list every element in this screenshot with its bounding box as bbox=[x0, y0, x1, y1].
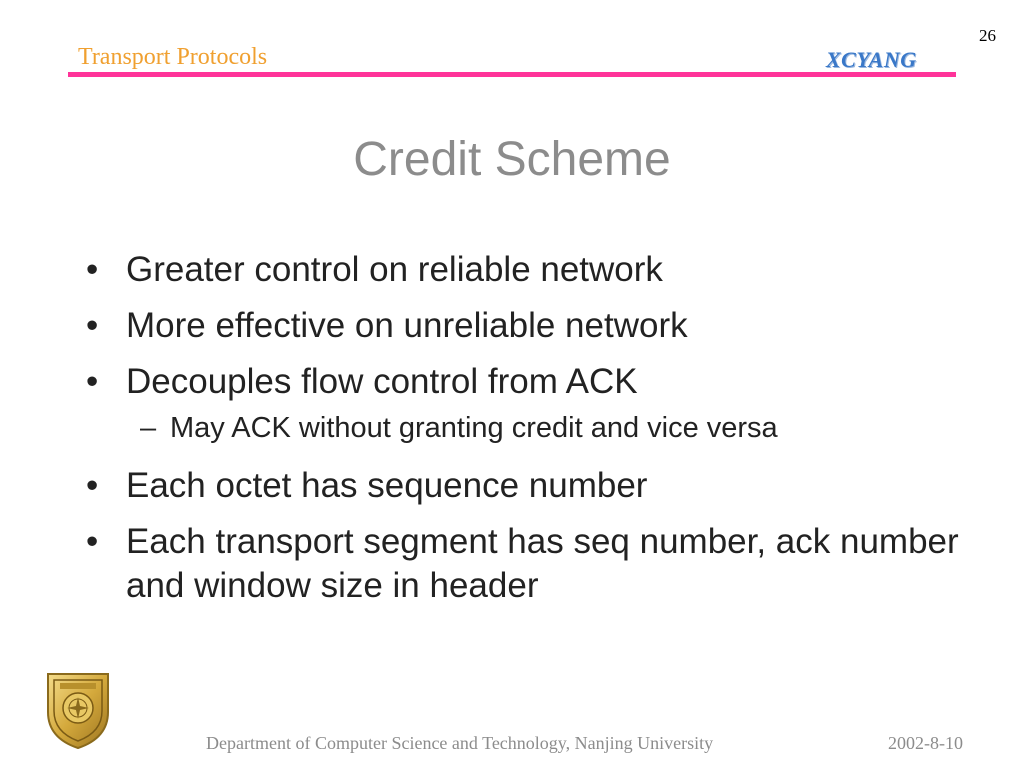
bullet-marker: • bbox=[86, 250, 99, 289]
bullet-item bbox=[84, 360, 964, 404]
bullet-marker: • bbox=[86, 306, 99, 345]
bullet-text: Decouples flow control from ACK bbox=[126, 362, 638, 401]
footer-date: 2002-8-10 bbox=[888, 733, 963, 753]
bullet-marker: • bbox=[86, 522, 99, 561]
bullet-item bbox=[84, 520, 964, 608]
brand-label: XCYANG bbox=[826, 47, 917, 72]
bullet-item bbox=[84, 464, 964, 508]
bullet-text: Each octet has sequence number bbox=[126, 466, 648, 505]
bullet-list bbox=[84, 248, 964, 620]
slide-title: Credit Scheme bbox=[353, 133, 671, 186]
bullet-text: Each transport segment has seq number, ack number and window size in header bbox=[126, 522, 959, 605]
university-seal-icon bbox=[44, 668, 112, 750]
footer-department: Department of Computer Science and Technology, Nanjing University bbox=[206, 733, 714, 753]
bullet-text: More effective on unreliable network bbox=[126, 306, 688, 345]
page-number: 26 bbox=[979, 26, 996, 45]
bullet-text: Greater control on reliable network bbox=[126, 250, 663, 289]
section-title: Transport Protocols bbox=[78, 44, 268, 70]
sub-bullet-marker: – bbox=[140, 412, 157, 444]
bullet-item bbox=[84, 248, 964, 292]
bullet-marker: • bbox=[86, 466, 99, 505]
bullet-item bbox=[84, 304, 964, 348]
sub-bullet-item bbox=[84, 410, 964, 446]
bullet-marker: • bbox=[86, 362, 99, 401]
header-divider bbox=[68, 72, 956, 77]
sub-bullet-text: May ACK without granting credit and vice versa bbox=[170, 412, 778, 444]
